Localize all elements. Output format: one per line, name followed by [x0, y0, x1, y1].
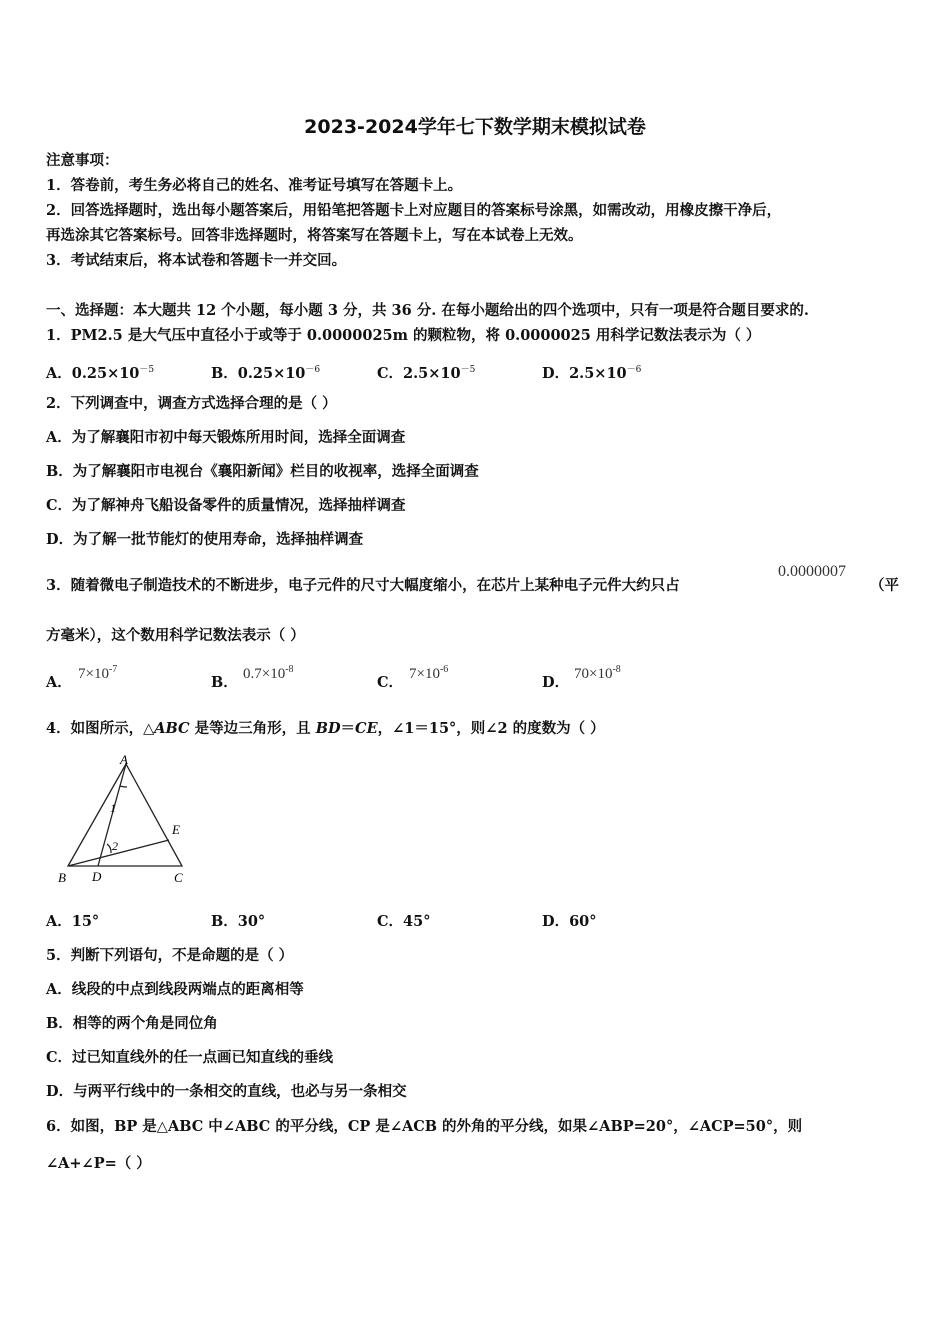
label-d: D	[92, 869, 102, 884]
question-2-stem: 2．下列调查中，调查方式选择合理的是（ ）	[46, 395, 337, 412]
q5-option-a: A．线段的中点到线段两端点的距离相等	[46, 981, 304, 998]
label-e: E	[172, 822, 180, 837]
q3-option-a-value: $7\times 10^{-7}$	[78, 664, 118, 682]
q1-option-c: C．$2.5\times 10^{-5}$	[377, 364, 476, 382]
q2-option-d: D．为了解一批节能灯的使用寿命，选择抽样调查	[46, 531, 364, 548]
q3-option-b-letter: B．	[211, 674, 238, 691]
q3-option-a-letter: A．	[46, 674, 72, 691]
question-3-stem-continued: 方毫米），这个数用科学记数法表示（ ）	[46, 627, 305, 644]
q4-option-b: B．30°	[211, 913, 266, 930]
q1-option-a: A．$0.25\times 10^{-5}$	[46, 364, 155, 382]
label-angle-1: 1	[110, 801, 116, 815]
page-title: 2023-2024学年七下数学期末模拟试卷	[304, 116, 646, 138]
question-5-stem: 5．判断下列语句，不是命题的是（ ）	[46, 947, 294, 964]
q5-option-b: B．相等的两个角是同位角	[46, 1015, 218, 1032]
q2-option-c: C．为了解神舟飞船设备零件的质量情况，选择抽样调查	[46, 497, 406, 514]
q4-option-c: C．45°	[377, 913, 431, 930]
triangle-figure	[56, 752, 196, 892]
question-3-stem: 3．随着微电子制造技术的不断进步，电子元件的尺寸大幅度缩小，在芯片上某种电子元件大约只占	[46, 577, 680, 594]
q3-option-c-value: $7\times 10^{-6}$	[409, 664, 449, 682]
question-6-stem-continued: ∠A+∠P=（ ）	[46, 1155, 151, 1172]
label-angle-2: 2	[112, 839, 118, 853]
q4-option-d: D．60°	[542, 913, 597, 930]
notice-item: 再选涂其它答案标号。回答非选择题时，将答案写在答题卡上，写在本试卷上无效。	[46, 227, 583, 244]
q5-option-c: C．过已知直线外的任一点画已知直线的垂线	[46, 1049, 334, 1066]
q3-option-d-value: $70\times 10^{-8}$	[574, 664, 621, 682]
label-c: C	[174, 870, 183, 885]
q5-option-d: D．与两平行线中的一条相交的直线，也必与另一条相交	[46, 1083, 407, 1100]
section-heading: 一、选择题：本大题共 12 个小题，每小题 3 分，共 36 分. 在每小题给出的四个选项中，只有一项是符合题目要求的.	[46, 302, 809, 319]
q4-option-a: A．15°	[46, 913, 100, 930]
q3-option-d-letter: D．	[542, 674, 570, 691]
q3-option-c-letter: C．	[377, 674, 404, 691]
label-a: A	[120, 752, 128, 767]
question-1-stem: 1．PM2.5 是大气压中直径小于或等于 0.0000025m 的颗粒物，将 0.0000025 用科学记数法表示为（ ）	[46, 327, 761, 344]
q1-option-b: B．$0.25\times 10^{-6}$	[211, 364, 321, 382]
q3-number: 0.0000007	[778, 563, 846, 580]
segment-be	[68, 840, 169, 866]
notice-heading: 注意事项：	[46, 152, 119, 169]
angle-2-arc	[107, 844, 111, 853]
q2-option-b: B．为了解襄阳市电视台《襄阳新闻》栏目的收视率，选择全面调查	[46, 463, 479, 480]
q3-option-b-value: $0.7\times 10^{-8}$	[243, 664, 294, 682]
question-4-stem: 4．如图所示，△ABC 是等边三角形，且 BD＝CE，∠1＝15°，则∠2 的度数为（ ）	[46, 720, 605, 737]
notice-item: 2．回答选择题时，选出每小题答案后，用铅笔把答题卡上对应题目的答案标号涂黑，如需改动，用橡皮擦干净后，	[46, 202, 782, 219]
question-6-stem: 6．如图，BP 是△ABC 中∠ABC 的平分线，CP 是∠ACB 的外角的平分线，如果∠ABP=20°，∠ACP=50°，则	[46, 1118, 803, 1135]
q1-option-d: D．$2.5\times 10^{-6}$	[542, 364, 642, 382]
q2-option-a: A．为了解襄阳市初中每天锻炼所用时间，选择全面调查	[46, 429, 406, 446]
notice-item: 1．答卷前，考生务必将自己的姓名、准考证号填写在答题卡上。	[46, 177, 463, 194]
label-b: B	[58, 870, 66, 885]
angle-1-arc	[120, 786, 127, 787]
q3-stem-tail: （平	[870, 577, 899, 594]
notice-item: 3．考试结束后，将本试卷和答题卡一并交回。	[46, 252, 347, 269]
